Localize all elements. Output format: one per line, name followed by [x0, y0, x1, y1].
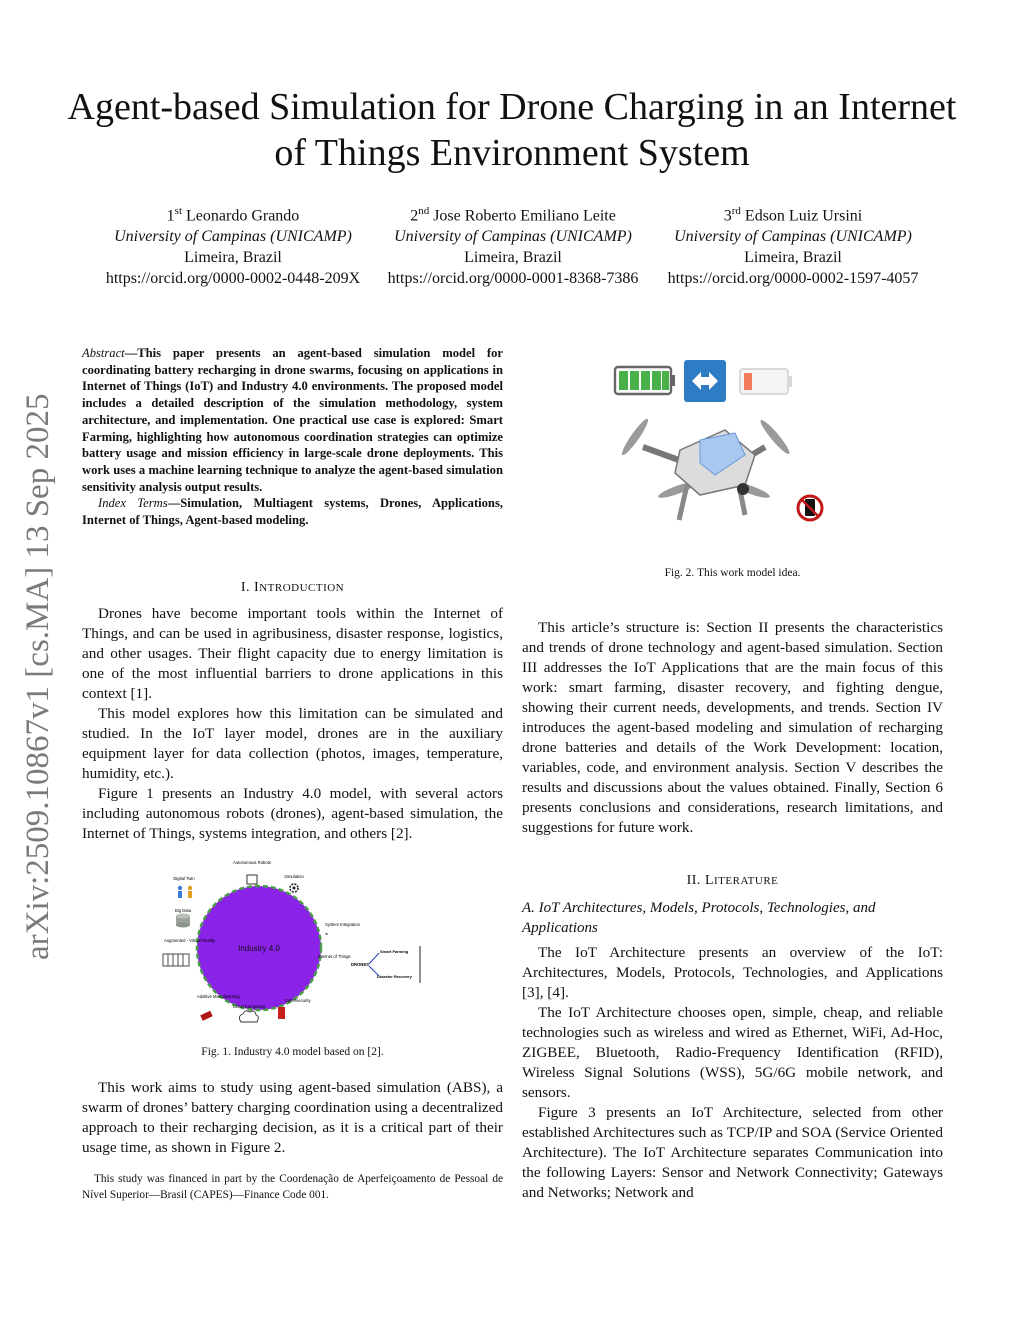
label-autonomous-robots: Autonomous Robots — [233, 860, 271, 865]
author-affiliation: University of Campinas (UNICAMP) — [674, 228, 912, 246]
swap-arrows-icon — [684, 360, 726, 402]
arxiv-stamp: arXiv:2509.10867v1 [cs.MA] 13 Sep 2025 — [20, 393, 56, 960]
paragraph: Figure 3 presents an IoT Architecture, selected from other established Architectures such as TCP/IP and SOA (Service Oriented Architecture). The IoT Architecture separates Communication into the following Layers: Sensor and Network Connectivity; Gateways and Networks; Network and — [522, 1104, 943, 1201]
no-phone-icon — [798, 496, 822, 520]
subsection-heading-iot-architectures: A. IoT Architectures, Models, Protocols, Technologies, and Applications — [522, 900, 876, 936]
paper-title: Agent-based Simulation for Drone Charging in an Internet of Things Environment System — [67, 86, 957, 174]
cloud-icon — [239, 1011, 258, 1022]
author-name: 1st Leonardo Grando — [166, 205, 300, 225]
paragraph: This work aims to study using agent-based simulation (ABS), a swarm of drones’ battery charging coordination using a decentralized approach to their recharging decision, as it is a critical part of their usage time, as shown in Figure 2. — [82, 1079, 503, 1156]
author-name: 2nd Jose Roberto Emiliano Leite — [410, 205, 616, 225]
introduction-body — [82, 604, 503, 844]
label-drones: DRONES — [351, 962, 369, 967]
author-affiliation: University of Campinas (UNICAMP) — [114, 228, 352, 246]
label-internet-of-things: Internet of Things — [318, 954, 351, 959]
database-icon — [176, 914, 190, 928]
integration-icon: ≈ — [325, 932, 329, 938]
intro-body-continued — [82, 1078, 503, 1158]
author-block-2 — [363, 201, 663, 289]
figure-1-caption: Fig. 1. Industry 4.0 model based on [2]. — [201, 1046, 384, 1058]
label-digital-twin: Digital Twin — [173, 876, 195, 881]
section-heading-literature: II. LITERATURE — [686, 873, 779, 888]
label-cloud-computing: Cloud Computing — [232, 1004, 266, 1009]
gear-icon — [290, 884, 298, 892]
label-additive-manufacturing: Additive Manufacturing — [197, 994, 240, 999]
figure-2-caption: Fig. 2. This work model idea. — [664, 567, 801, 579]
index-terms-text: —Simulation, Multiagent systems, Drones, Applications, Internet of Things, Agent-based modeling. — [82, 496, 503, 528]
arrow-to-smart-farming — [369, 953, 379, 964]
label-augmented-reality: Augmented - Virtual Reality — [164, 938, 215, 943]
paragraph: This article’s structure is: Section II presents the characteristics and trends of drone technology and agent-based simulation. Section III addresses the IoT Applications that are the main focus of this work: smart farming, disaster recovery, and fighting dengue, showing their current needs, developments, and trends. Section IV introduces the agent-based modeling and simulation of recharging drone batteries and details of the Work Development: location, variables, code, and environment analysis. Section V describes the results and discussions about the values obtained. Finally, Section 6 presents conclusions and considerations, research limitations, and suggestions for future work. — [522, 619, 943, 836]
paragraph: Drones have become important tools within the Internet of Things, and can be used in agribusiness, disaster response, logistics, and other usages. Their flight capacity due to energy limitation is one of the most influential barriers to drone applications in this context [1]. — [82, 605, 503, 702]
figure-2-drone-idea — [605, 355, 830, 530]
label-smart-farming: Smart Farming — [380, 949, 409, 954]
paragraph: This model explores how this limitation can be simulated and studied. In the IoT layer model, drones are in the auxiliary equipment layer for data collection (photos, images, temperature, humidity, etc.). — [82, 705, 503, 782]
label-cybersecurity: Cybersecurity — [285, 998, 311, 1003]
label-simulation: Simulation — [284, 874, 304, 879]
arrow-to-disaster-recovery — [369, 966, 379, 976]
paragraph: The IoT Architecture presents an overview of the IoT: Architectures, Models, Protocols, Technologies, and Applications [3], [4]. — [522, 944, 943, 1001]
author-location: Limeira, Brazil — [744, 249, 842, 267]
label-disaster-recovery: Disaster Recovery — [377, 974, 412, 979]
robot-icon — [247, 875, 257, 884]
abstract-label: Abstract — [82, 346, 125, 360]
printer-icon — [200, 1011, 213, 1021]
lock-icon — [278, 1007, 285, 1019]
section-heading-introduction: I. INTRODUCTION — [240, 580, 345, 595]
author-block-1 — [83, 201, 383, 289]
author-location: Limeira, Brazil — [464, 249, 562, 267]
low-battery-icon — [740, 369, 792, 394]
author-location: Limeira, Brazil — [184, 249, 282, 267]
article-structure-paragraph — [522, 618, 943, 838]
label-system-integration: System Integration — [325, 922, 360, 927]
figure-1-industry-diagram — [155, 858, 430, 1028]
author-orcid[interactable]: https://orcid.org/0000-0001-8368-7386 — [387, 270, 639, 288]
paragraph: The IoT Architecture chooses open, simple, cheap, and reliable technologies such as wireless and wired as Ethernet, WiFi, Ad-Hoc, ZIGBEE, Bluetooth, Radio-Frequency Identification (RFID), Wireless Signal Solutions (WSS), 5G/6G mobile network, and sensors. — [522, 1004, 943, 1101]
index-terms-label: Index Terms — [98, 496, 168, 511]
industry-center-label: Industry 4.0 — [238, 944, 280, 953]
literature-body — [522, 943, 943, 1203]
author-name: 3rd Edson Luiz Ursini — [723, 205, 863, 225]
author-orcid[interactable]: https://orcid.org/0000-0002-1597-4057 — [667, 270, 919, 288]
author-block-3 — [643, 201, 943, 289]
people-icon — [178, 886, 192, 898]
author-orcid[interactable]: https://orcid.org/0000-0002-0448-209X — [105, 270, 361, 288]
author-affiliation: University of Campinas (UNICAMP) — [394, 228, 632, 246]
label-big-data: Big Data — [174, 908, 192, 913]
drone-icon — [619, 417, 792, 520]
abstract-text: —This paper presents an agent-based simulation model for coordinating battery recharging in drone swarms, focusing on applications in Internet of Things (IoT) and Industry 4.0 environments. The proposed model includes a detailed description of the simulation methodology, system architecture, and implementation. One practical use case is explored: Smart Farming, highlighting how autonomous coordination strategies can optimize battery usage and mission efficiency in large-scale drone deployments. This work uses a machine learning technique to analyze the agent-based simulation sensitivity analysis output results. — [82, 346, 503, 494]
abstract — [82, 345, 503, 529]
paragraph: Figure 1 presents an Industry 4.0 model, with several actors including autonomous robots (drones), agent-based simulation, the Internet of Things, systems integration, and others [2]. — [82, 785, 503, 842]
full-battery-icon — [615, 367, 675, 394]
funding-footnote: This study was financed in part by the Coordenação de Aperfeiçoamento de Pessoal de Nível Superior—Brasil (CAPES)—Finance Code 001. — [82, 1173, 503, 1201]
vr-grid-icon — [163, 954, 189, 966]
